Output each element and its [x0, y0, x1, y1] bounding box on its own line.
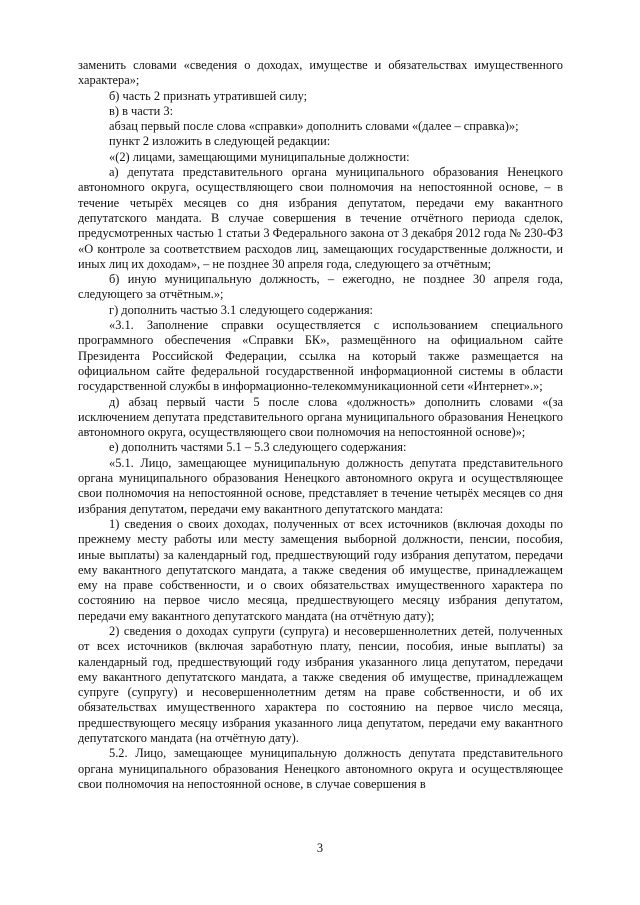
- paragraph: в) в части 3:: [109, 103, 174, 118]
- paragraph: абзац первый после слова «справки» дополнить словами «(далее – справка)»;: [109, 119, 519, 134]
- paragraph: б) иную муниципальную должность, – ежегодно, не позднее 30 апреля года, следующего за отчётным.»;: [78, 272, 563, 302]
- paragraph: «5.1. Лицо, замещающее муниципальную должность депутата представительного органа муниципального образования Ненецкого автономного округа и осуществляющее свои полномочия на непостоянной основе, представляет в течение четырёх месяцев со дня избрания депутатом, передачи ему вакантного депутатского мандата:: [78, 455, 563, 516]
- paragraph: 5.2. Лицо, замещающее муниципальную должность депутата представительного органа муниципального образования Ненецкого автономного округа и осуществляющее свои полномочия на непостоянной основе, в случае совершения в: [78, 746, 563, 791]
- paragraph: а) депутата представительного органа муниципального образования Ненецкого автономного округа, осуществляющего свои полномочия на непостоянной основе, – в течение четырёх месяцев со дня избрания депутатом, передачи ему вакантного депутатского мандата. В случае совершения в течение отчётного периода сделок, предусмотренных частью 1 статьи 3 Федерального закона от 3 декабря 2012 года № 230-ФЗ «О контроле за соответствием расходов лиц, замещающих государственные должности, и иных лиц их доходам», – не позднее 30 апреля года, следующего за отчётным;: [78, 165, 563, 271]
- paragraph: 1) сведения о своих доходах, полученных от всех источников (включая доходы по прежнему месту работы или месту замещения выборной должности, пенсии, пособия, иные выплаты) за календарный год, предшествующий году избрания депутатом, передачи ему вакантного депутатского мандата, а также сведения об имуществе, принадлежащем ему на праве собственности, и о своих обязательствах имущественного характера по состоянию на первое число месяца, предшествующего месяцу избрания депутатом, передачи ему вакантного депутатского мандата (на отчётную дату);: [78, 516, 563, 623]
- document-body: [78, 58, 563, 792]
- paragraph: пункт 2 изложить в следующей редакции:: [109, 134, 331, 149]
- page-number: 3: [316, 841, 324, 855]
- paragraph: д) абзац первый части 5 после слова «должность» дополнить словами «(за исключением депутата представительного органа муниципального образования Ненецкого автономного округа, осуществляющего свои полномочия на непостоянной основе)»;: [78, 394, 563, 440]
- paragraph: г) дополнить частью 3.1 следующего содержания:: [109, 302, 373, 317]
- paragraph: «(2) лицами, замещающими муниципальные должности:: [109, 149, 410, 164]
- paragraph: заменить словами «сведения о доходах, имуществе и обязательствах имущественного характера»;: [78, 58, 563, 88]
- paragraph: 2) сведения о доходах супруги (супруга) и несовершеннолетних детей, полученных от всех источников (включая заработную плату, пенсии, пособия, иные выплаты) за календарный год, предшествующий году избрания указанного лица депутатом, передачи ему вакантного депутатского мандата, а также сведения об имуществе, принадлежащем супруге (супругу) и несовершеннолетним детям на праве собственности, и об их обязательствах имущественного характера по состоянию на первое число месяца, предшествующего месяцу избрания указанного лица депутатом, передачи ему вакантного депутатского мандата (на отчётную дату).: [78, 623, 563, 746]
- paragraph: «3.1. Заполнение справки осуществляется с использованием специального программного обеспечения «Справки БК», размещённого на официальном сайте Президента Российской Федерации, ссылка на который также размещается на официальном сайте федеральной государственной информационной системы в области государственной службы в информационно-телекоммуникационной сети «Интернет».»;: [78, 318, 563, 394]
- paragraph: б) часть 2 признать утратившей силу;: [109, 88, 308, 103]
- paragraph: е) дополнить частями 5.1 – 5.3 следующего содержания:: [109, 440, 407, 455]
